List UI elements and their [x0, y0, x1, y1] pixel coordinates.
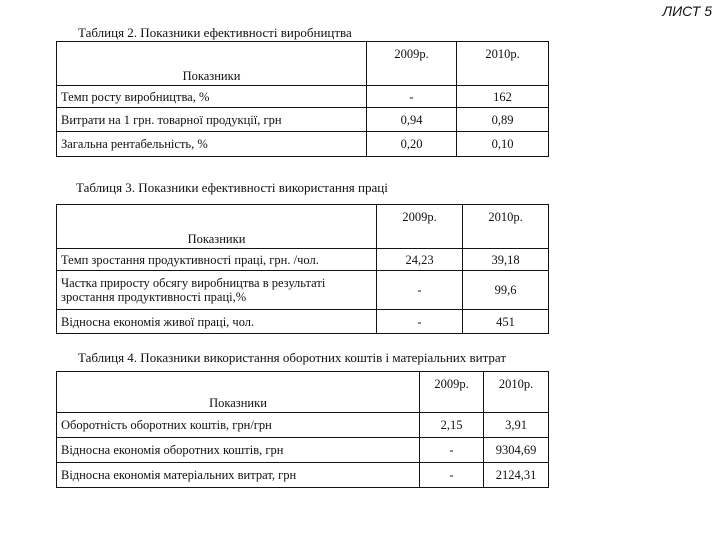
row-label: Відносна економія живої праці, чол.: [57, 310, 377, 334]
header-indicators-label: Показники: [182, 69, 241, 83]
header-indicators-label: Показники: [187, 232, 246, 246]
table-2-caption: Таблиця 2. Показники ефективності виробництва: [78, 25, 352, 40]
row-value-2010: 3,91: [484, 413, 549, 438]
row-value-2010: 9304,69: [484, 438, 549, 463]
table-header-row: [57, 205, 549, 249]
row-label: Відносна економія оборотних коштів, грн: [57, 438, 420, 463]
row-label: Оборотність оборотних коштів, грн/грн: [57, 413, 420, 438]
row-value-2009: -: [377, 271, 463, 310]
row-value-2009: -: [377, 310, 463, 334]
header-2009: 2009р.: [420, 372, 484, 413]
row-value-2009: 2,15: [420, 413, 484, 438]
row-value-2010: 39,18: [463, 249, 549, 271]
row-value-2009: 0,20: [367, 132, 457, 157]
table-row: [57, 249, 549, 271]
row-value-2009: -: [420, 438, 484, 463]
table-row: [57, 132, 549, 157]
table-2: [56, 41, 549, 157]
table-row: [57, 108, 549, 132]
header-2010: 2010р.: [457, 42, 549, 86]
table-row: [57, 463, 549, 488]
row-value-2009: 0,94: [367, 108, 457, 132]
row-value-2010: 2124,31: [484, 463, 549, 488]
row-label: Витрати на 1 грн. товарної продукції, грн: [57, 108, 367, 132]
row-value-2010: 162: [457, 86, 549, 108]
sheet-label: ЛИСТ 5: [662, 3, 712, 19]
table-4-caption: Таблиця 4. Показники використання оборотних коштів і матеріальних витрат: [78, 350, 507, 365]
table-4: [56, 371, 549, 488]
row-label: Темп росту виробництва, %: [57, 86, 367, 108]
header-indicators: [57, 205, 377, 249]
table-row: [57, 413, 549, 438]
table-row: [57, 438, 549, 463]
header-indicators: [57, 42, 367, 86]
header-indicators-label: Показники: [209, 396, 267, 410]
table-3-caption: Таблиця 3. Показники ефективності використання праці: [76, 180, 388, 195]
row-label: Темп зростання продуктивності праці, грн. /чол.: [57, 249, 377, 271]
table-row: [57, 86, 549, 108]
row-value-2010: 0,10: [457, 132, 549, 157]
table-3: [56, 204, 549, 334]
table-row: [57, 310, 549, 334]
row-value-2010: 99,6: [463, 271, 549, 310]
header-2010: 2010р.: [463, 205, 549, 249]
table-header-row: [57, 372, 549, 413]
row-value-2009: -: [420, 463, 484, 488]
row-label: Загальна рентабельність, %: [57, 132, 367, 157]
table-row: [57, 271, 549, 310]
row-value-2009: 24,23: [377, 249, 463, 271]
header-2009: 2009р.: [377, 205, 463, 249]
header-2010: 2010р.: [484, 372, 549, 413]
row-value-2010: 0,89: [457, 108, 549, 132]
row-label: Частка приросту обсягу виробництва в результаті зростання продуктивності праці,%: [57, 271, 377, 310]
header-2009: 2009р.: [367, 42, 457, 86]
header-indicators: [57, 372, 420, 413]
row-value-2009: -: [367, 86, 457, 108]
table-header-row: [57, 42, 549, 86]
row-value-2010: 451: [463, 310, 549, 334]
row-label: Відносна економія матеріальних витрат, грн: [57, 463, 420, 488]
